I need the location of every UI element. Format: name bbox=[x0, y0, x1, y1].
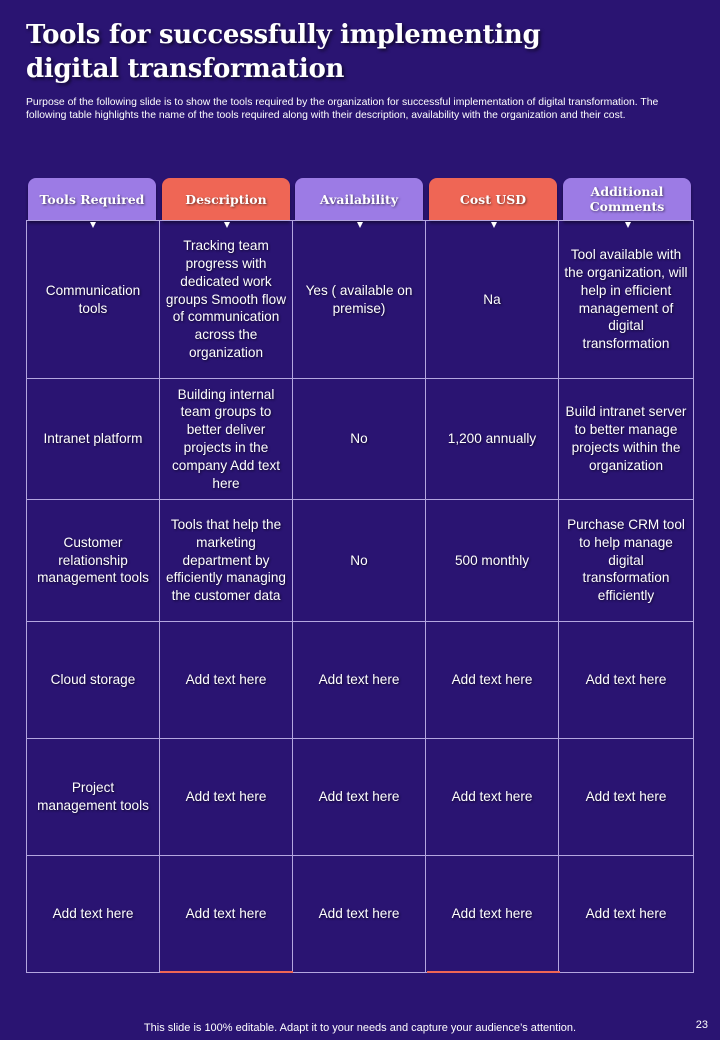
table-cell: Cloud storage bbox=[27, 622, 160, 739]
table-cell: Add text here bbox=[559, 739, 693, 856]
header-label: Description bbox=[162, 178, 290, 220]
table-cell: Add text here bbox=[426, 622, 559, 739]
table-cell: Add text here bbox=[160, 739, 293, 856]
table-cell: Tool available with the organization, will help in efficient management of digital transformation bbox=[559, 221, 693, 379]
header-cost bbox=[429, 178, 557, 222]
header-additional-comments bbox=[563, 178, 691, 222]
table-cell: Add text here bbox=[293, 739, 426, 856]
header-label: Additional Comments bbox=[563, 178, 691, 220]
page-number: 23 bbox=[695, 1019, 708, 1031]
slide-title: Tools for successfully implementing digital transformation bbox=[26, 20, 541, 84]
table-cell: Add text here bbox=[160, 856, 293, 972]
header-availability bbox=[295, 178, 423, 222]
table-cell: Building internal team groups to better deliver projects in the company Add text here bbox=[160, 379, 293, 500]
table-cell: Add text here bbox=[426, 739, 559, 856]
header-description bbox=[162, 178, 290, 222]
table-cell: No bbox=[293, 379, 426, 500]
table-cell: Add text here bbox=[426, 856, 559, 972]
header-tools-required bbox=[28, 178, 156, 222]
table-cell: Add text here bbox=[293, 856, 426, 972]
table-cell: Add text here bbox=[293, 622, 426, 739]
header-label: Cost USD bbox=[429, 178, 557, 220]
table-cell: Na bbox=[426, 221, 559, 379]
table-cell: Intranet platform bbox=[27, 379, 160, 500]
table-cell: Communication tools bbox=[27, 221, 160, 379]
table-cell: Add text here bbox=[27, 856, 160, 972]
accent-underline bbox=[160, 971, 293, 973]
table-header-row bbox=[26, 176, 694, 224]
header-label: Tools Required bbox=[28, 178, 156, 220]
table-cell: Yes ( available on premise) bbox=[293, 221, 426, 379]
footer-note: This slide is 100% editable. Adapt it to your needs and capture your audience’s attention. bbox=[143, 1022, 577, 1034]
table-cell: Tools that help the marketing department by efficiently managing the customer data bbox=[160, 500, 293, 622]
header-label: Availability bbox=[295, 178, 423, 220]
slide-subtitle: Purpose of the following slide is to show the tools required by the organization for successful implementation of digital transformation. The following table highlights the name of the tools required along with their description, availability with the organization and their cost. bbox=[26, 97, 659, 121]
table-cell: Tracking team progress with dedicated work groups Smooth flow of communication across the organization bbox=[160, 221, 293, 379]
table-cell: Add text here bbox=[160, 622, 293, 739]
table-cell: Purchase CRM tool to help manage digital transformation efficiently bbox=[559, 500, 693, 622]
table-cell: Add text here bbox=[559, 622, 693, 739]
table-cell: Add text here bbox=[585, 906, 667, 922]
table-cell: 500 monthly bbox=[426, 500, 559, 622]
table-cell: Project management tools bbox=[27, 739, 160, 856]
accent-underline bbox=[427, 971, 560, 973]
table-cell: 1,200 annually bbox=[426, 379, 559, 500]
tools-table bbox=[26, 220, 694, 973]
table-cell: No bbox=[293, 500, 426, 622]
table-cell: Build intranet server to better manage projects within the organization bbox=[559, 379, 693, 500]
table-cell: Customer relationship management tools bbox=[27, 500, 160, 622]
